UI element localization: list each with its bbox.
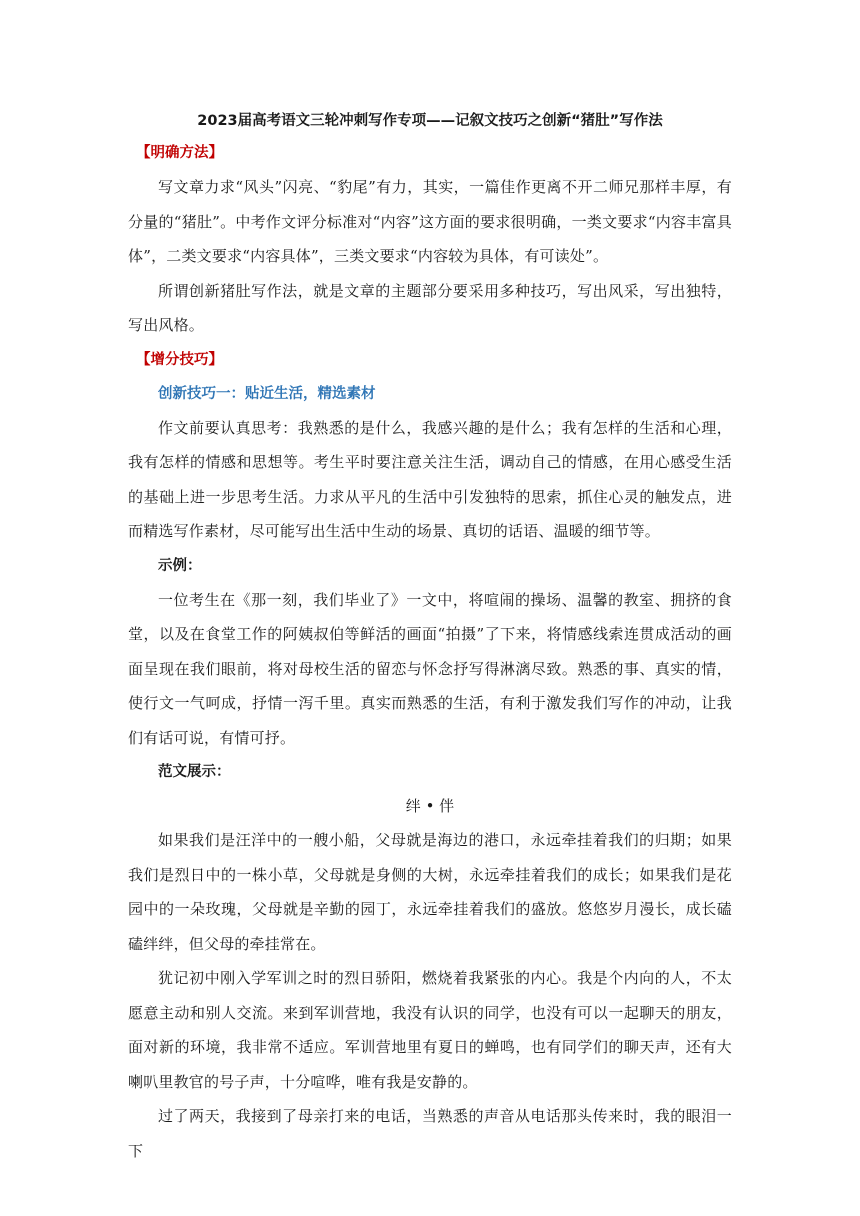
paragraph: 写文章力求“风头”闪亮、“豹尾”有力，其实，一篇佳作更离不开二师兄那样丰厚，有分量的“猪肚”。中考作文评分标准对“内容”这方面的要求很明确，一类文要求“内容丰富具体”，二类文要求“内容具体”，三类文要求“内容较为具体，有可读处”。 bbox=[128, 178, 732, 265]
sample-essay-label: 范文展示： bbox=[158, 764, 231, 780]
paragraph: 作文前要认真思考：我熟悉的是什么，我感兴趣的是什么；我有怎样的生活和心理，我有怎样的情感和思想等。考生平时要注意关注生活，调动自己的情感，在用心感受生活的基础上进一步思考生活。力求从平凡的生活中引发独特的思索，抓住心灵的触发点，进而精选写作素材，尽可能写出生活中生动的场景、真切的话语、温暖的细节等。 bbox=[128, 418, 732, 540]
paragraph: 一位考生在《那一刻，我们毕业了》一文中，将喧闹的操场、温馨的教室、拥挤的食堂，以及在食堂工作的阿姨叔伯等鲜活的画面“拍摄”了下来，将情感线索连贯成活动的画面呈现在我们眼前，将对母校生活的留恋与怀念抒写得淋漓尽致。熟悉的事、真实的情，使行文一气呵成，抒情一泻千里。真实而熟悉的生活，有利于激发我们写作的冲动，让我们有话可说，有情可抒。 bbox=[128, 590, 732, 747]
example-label: 示例： bbox=[158, 557, 202, 574]
paragraph: 所谓创新猪肚写作法，就是文章的主题部分要采用多种技巧，写出风采，写出独特，写出风格。 bbox=[128, 281, 732, 334]
technique-heading: 创新技巧一：贴近生活，精选素材 bbox=[158, 385, 376, 402]
paragraph: 犹记初中刚入学军训之时的烈日骄阳，燃烧着我紧张的内心。我是个内向的人，不太愿意主动和别人交流。来到军训营地，我没有认识的同学，也没有可以一起聊天的朋友，面对新的环境，我非常不适应。军训营地里有夏日的蝉鸣，也有同学们的聊天声，还有大喇叭里教官的号子声，十分喧哗，唯有我是安静的。 bbox=[128, 969, 732, 1091]
section-heading-method: 【明确方法】 bbox=[136, 145, 223, 161]
paragraph: 过了两天，我接到了母亲打来的电话，当熟悉的声音从电话那头传来时，我的眼泪一下 bbox=[128, 1107, 732, 1160]
document-title: 2023届高考语文三轮冲刺写作专项——记叙文技巧之创新“猪肚”写作法 bbox=[197, 113, 663, 129]
essay-title: 绊 • 伴 bbox=[405, 797, 455, 815]
paragraph: 如果我们是汪洋中的一艘小船，父母就是海边的港口，永远牵挂着我们的归期；如果我们是烈日中的一株小草，父母就是身侧的大树，永远牵挂着我们的成长；如果我们是花园中的一朵玫瑰，父母就是辛勤的园丁，永远牵挂着我们的盛放。悠悠岁月漫长，成长磕磕绊绊，但父母的牵挂常在。 bbox=[128, 831, 732, 953]
section-heading-skills: 【增分技巧】 bbox=[136, 351, 223, 368]
document-page bbox=[128, 106, 732, 1168]
